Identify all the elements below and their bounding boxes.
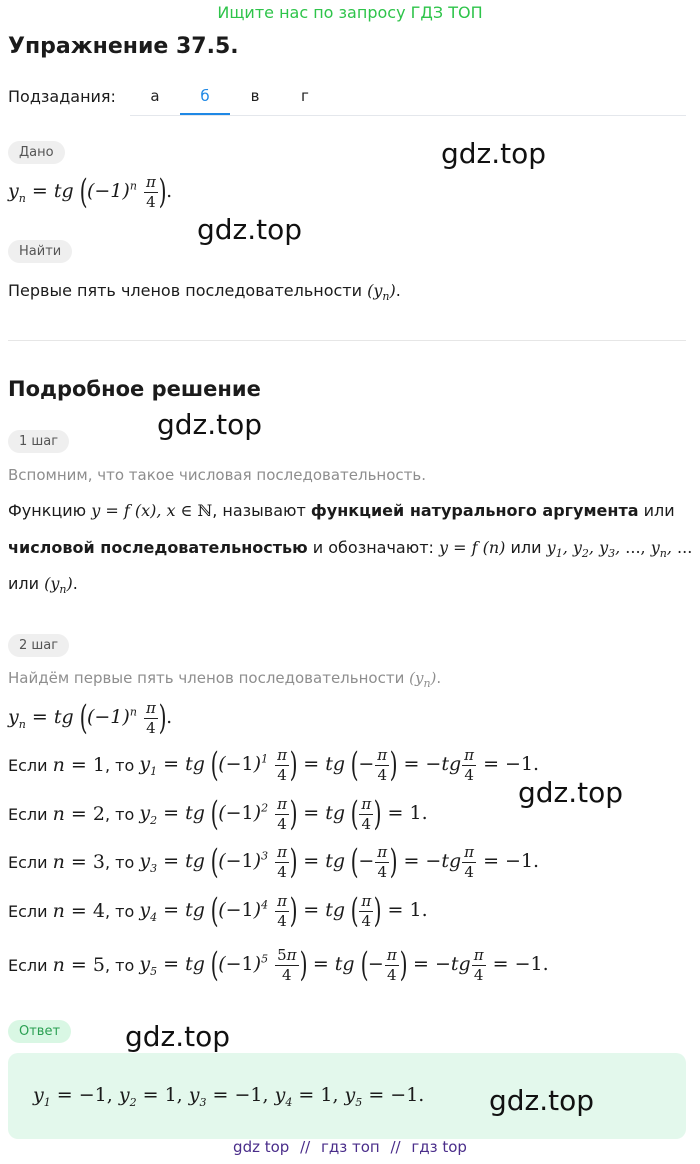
find-text: Первые пять членов последовательности $(y_n)$. <box>8 281 401 304</box>
sequence-formula: $y_n$ = tg ($(-1)^n$ $\frac{\pi}{4}$ ). <box>8 698 173 738</box>
find-badge: Найти <box>8 240 72 263</box>
subtasks-label: Подзадания: <box>8 87 116 106</box>
tab-v[interactable]: в <box>250 87 260 105</box>
case-n5: Если n = 5 , то $y_5$ = tg ($(-1)^5$ $\frac{5\pi}{4}$ ) = tg (− $\frac{\pi}{4}$ ) = −tg $\frac{\pi}{4}$ = −1. <box>8 945 549 985</box>
watermark: gdz.top <box>441 137 547 170</box>
footer-link[interactable]: gdz top <box>233 1138 290 1156</box>
step1-badge: 1 шаг <box>8 430 69 453</box>
divider <box>8 340 686 341</box>
footer-separator: // <box>390 1138 401 1156</box>
step2-badge: 2 шаг <box>8 634 69 657</box>
watermark: gdz.top <box>157 408 263 441</box>
case-n4: Если n = 4 , то $y_4$ = tg ($(-1)^4$ $\frac{\pi}{4}$ ) = tg ( $\frac{\pi}{4}$ ) = 1. <box>8 891 428 931</box>
footer-separator: // <box>300 1138 311 1156</box>
case-n3: Если n = 3 , то $y_3$ = tg ($(-1)^3$ $\frac{\pi}{4}$ ) = tg (− $\frac{\pi}{4}$ ) = −tg $\frac{\pi}{4}$ = −1. <box>8 842 540 882</box>
step1-hint: Вспомним, что такое числовая последовательность. <box>8 466 427 484</box>
watermark: gdz.top <box>518 776 624 809</box>
footer-link[interactable]: гдз топ <box>320 1138 380 1156</box>
footer-link[interactable]: гдз top <box>411 1138 467 1156</box>
answer-badge: Ответ <box>8 1020 71 1043</box>
subtask-tabs <box>130 76 686 116</box>
promo-banner: Ищите нас по запросу ГДЗ ТОП <box>217 3 483 22</box>
watermark: gdz.top <box>489 1084 595 1117</box>
answer-formula: $y_1 = -1$, $y_2 = 1$, $y_3 = -1$, $y_4 = 1$, $y_5 = -1$. <box>33 1084 425 1109</box>
step1-paragraph-line2: числовой последовательностью и обозначают: y = f (n) или $y_1$, $y_2$, $y_3$, ..., $y_n$, ... <box>8 538 693 561</box>
watermark: gdz.top <box>125 1020 231 1053</box>
page-title: Упражнение 37.5. <box>8 34 239 59</box>
tab-g[interactable]: г <box>301 87 309 105</box>
tab-a[interactable]: а <box>150 87 160 105</box>
solution-heading: Подробное решение <box>8 377 261 401</box>
given-formula: $y_n$ = tg ($(-1)^n$ $\frac{\pi}{4}$ ). <box>8 172 173 212</box>
watermark: gdz.top <box>197 213 303 246</box>
case-n2: Если n = 2 , то $y_2$ = tg ($(-1)^2$ $\frac{\pi}{4}$ ) = tg ( $\frac{\pi}{4}$ ) = 1. <box>8 794 428 834</box>
footer-links <box>0 1138 700 1156</box>
case-n1: Если n = 1 , то $y_1$ = tg ($(-1)^1$ $\frac{\pi}{4}$ ) = tg (− $\frac{\pi}{4}$ ) = −tg $\frac{\pi}{4}$ = −1. <box>8 745 540 785</box>
tab-b[interactable]: б <box>180 76 230 115</box>
step2-hint: Найдём первые пять членов последовательности $(y_n)$. <box>8 669 442 690</box>
step1-paragraph-line3: или $(y_n)$. <box>8 574 78 597</box>
given-badge: Дано <box>8 141 65 164</box>
step1-paragraph-line1: Функцию y = f (x), x ∈ ℕ, называют функцией натурального аргумента или <box>8 501 675 520</box>
